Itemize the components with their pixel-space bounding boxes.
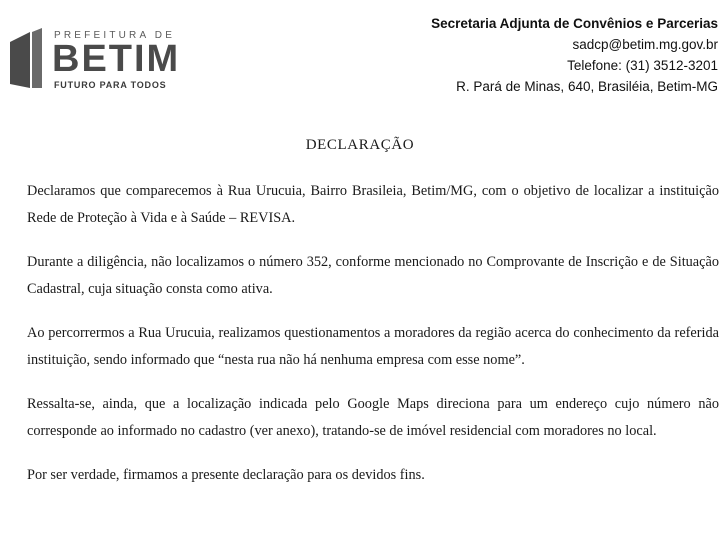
- paragraph-5: Por ser verdade, firmamos a presente declaração para os devidos fins.: [27, 467, 425, 483]
- paragraph-4: Ressalta-se, ainda, que a localização indicada pelo Google Maps direciona para um endereço cujo número não corresponde ao informado no cadastro (ver anexo), tratando-se de imóvel residencial com moradores no local.: [27, 396, 719, 439]
- betim-emblem-icon: [8, 28, 44, 90]
- header-org-name: Secretaria Adjunta de Convênios e Parcerias: [431, 16, 718, 31]
- logo-tagline: FUTURO PARA TODOS: [54, 80, 167, 90]
- paragraph-1: Declaramos que comparecemos à Rua Urucuia, Bairro Brasileia, Betim/MG, com o objetivo de localizar a instituição Rede de Proteção à Vida e à Saúde – REVISA.: [27, 183, 719, 226]
- document-title: DECLARAÇÃO: [305, 137, 415, 153]
- paragraph-3: Ao percorrermos a Rua Urucuia, realizamos questionamentos a moradores da região acerca do conhecimento da referida instituição, sendo informado que “nesta rua não há nenhuma empresa com esse nome”.: [27, 325, 719, 368]
- header-phone: Telefone: (31) 3512-3201: [567, 58, 718, 73]
- header-address: R. Pará de Minas, 640, Brasiléia, Betim-MG: [456, 79, 718, 94]
- logo-top-text: PREFEITURA DE: [54, 30, 176, 41]
- paragraph-2: Durante a diligência, não localizamos o número 352, conforme mencionado no Comprovante de Inscrição e de Situação Cadastral, cuja situação consta como ativa.: [27, 254, 719, 297]
- document-body: [27, 178, 719, 506]
- header-contact-block: [431, 13, 718, 97]
- logo-name: BETIM: [52, 38, 181, 80]
- header-email: sadcp@betim.mg.gov.br: [572, 37, 718, 52]
- prefeitura-betim-logo: [8, 22, 181, 94]
